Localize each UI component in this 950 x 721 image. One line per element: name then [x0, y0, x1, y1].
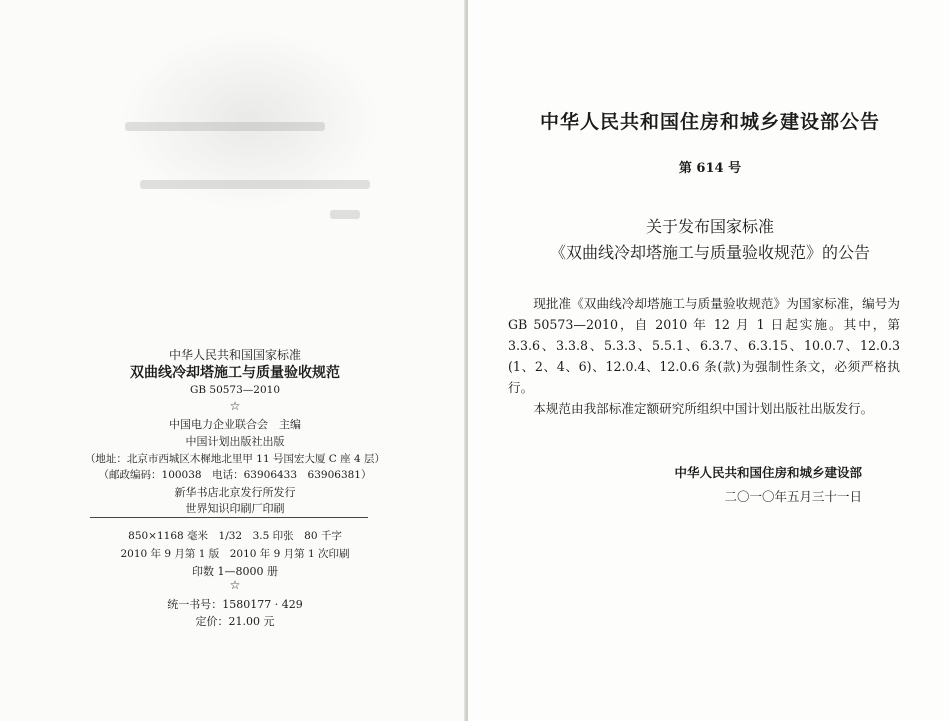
- imprint-printer: 世界知识印刷厂印刷: [185, 502, 285, 515]
- imprint-code: GB 50573—2010: [189, 384, 281, 396]
- imprint-publisher: 中国计划出版社出版: [185, 435, 285, 448]
- imprint-specs: 850×1168 毫米 1/32 3.5 印张 80 千字: [128, 530, 342, 542]
- announcement-body: [508, 293, 900, 419]
- imprint-isbn: 统一书号：1580177 · 429: [167, 598, 303, 611]
- announcement-subject-line1: 关于发布国家标准: [645, 217, 774, 236]
- imprint-price: 定价：21.00 元: [195, 615, 275, 628]
- announcement-paragraph: 现批准《双曲线冷却塔施工与质量验收规范》为国家标准，编号为 GB 50573—2010，自 2010 年 12 月 1 日起实施。其中，第 3.3.6、3.3.8、5.3.3、5.5.1、6.3.7、6.3.15、10.0.7、12.0.3 (1、2、4、6)、12.0.4、12.0.6 条(款)为强制性条文，必须严格执行。: [508, 296, 900, 395]
- announcement-heading: 中华人民共和国住房和城乡建设部公告: [539, 111, 880, 133]
- imprint-edition: 2010 年 9 月第 1 版 2010 年 9 月第 1 次印刷: [120, 548, 350, 560]
- imprint-distributor: 新华书店北京发行所发行: [174, 486, 296, 499]
- star-ornament: ☆: [229, 578, 241, 592]
- imprint-title: 双曲线冷却塔施工与质量验收规范: [130, 365, 340, 381]
- imprint-editor: 中国电力企业联合会 主编: [169, 418, 301, 431]
- imprint-postal: （邮政编码：100038 电话：63906433 63906381）: [98, 469, 372, 481]
- imprint-print-run: 印数 1—8000 册: [192, 565, 278, 578]
- imprint-address: （地址：北京市西城区木樨地北里甲 11 号国宏大厦 C 座 4 层）: [84, 453, 386, 465]
- bleed-through-line: [125, 122, 325, 131]
- star-ornament: ☆: [229, 399, 241, 413]
- announcement-date: 二〇一〇年五月三十一日: [724, 489, 862, 504]
- announcement-subject-line2: 《双曲线冷却塔施工与质量验收规范》的公告: [549, 243, 870, 262]
- signatory: 中华人民共和国住房和城乡建设部: [674, 465, 862, 480]
- bleed-through-line: [140, 180, 370, 189]
- bleed-through-line: [330, 210, 360, 219]
- announcement-paragraph: 本规范由我部标准定额研究所组织中国计划出版社出版发行。: [533, 401, 874, 416]
- left-page: [0, 0, 468, 721]
- divider-rule: [90, 517, 368, 518]
- announcement-number: 第 614 号: [678, 161, 742, 176]
- imprint-series: 中华人民共和国国家标准: [168, 348, 301, 362]
